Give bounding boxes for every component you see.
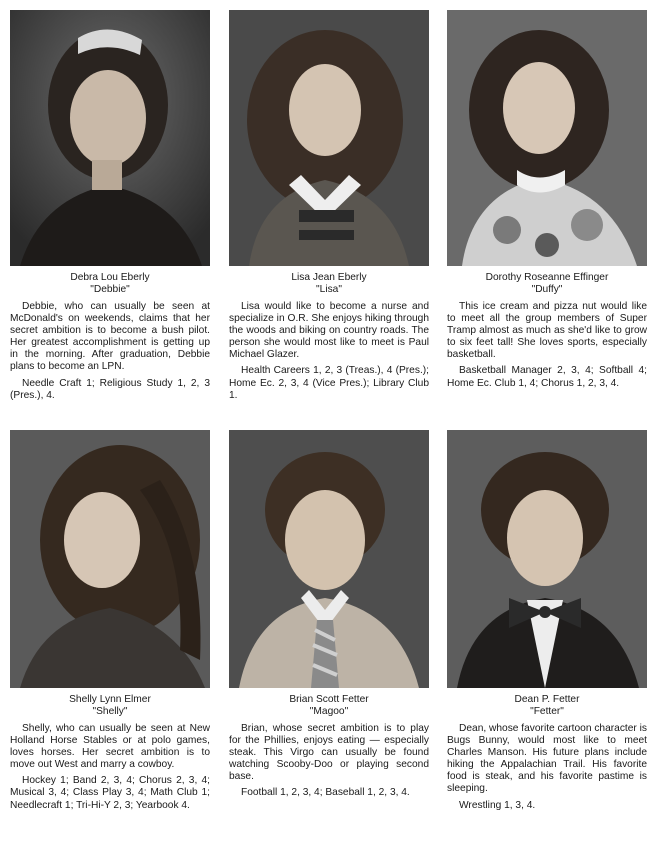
- student-card-dorothy: [447, 10, 647, 390]
- student-card-brian: [229, 430, 429, 800]
- portrait-photo: [229, 430, 429, 688]
- student-activities: Football 1, 2, 3, 4; Baseball 1, 2, 3, 4.: [241, 787, 410, 799]
- student-bio: Lisa would like to become a nurse and specialize in O.R. She enjoys hiking through the woods and biking on country roads. The person she would most like to meet is Paul Michael Glazer.: [229, 301, 429, 361]
- portrait-photo: [229, 10, 429, 266]
- student-bio: Brian, whose secret ambition is to play for the Phillies, enjoys eating — especially steak. This Virgo can usually be found watching Scooby-Doo or playing second base.: [229, 723, 429, 783]
- student-name: Debra Lou Eberly: [70, 272, 150, 283]
- portrait-photo: [10, 430, 210, 688]
- student-bio: Debbie, who can usually be seen at McDonald's on weekends, claims that her secret ambition is to become a bush pilot. Her greatest accomplishment is getting up in the morning. After graduation, Debbie plans to become an LPN.: [10, 301, 210, 373]
- student-name: Lisa Jean Eberly: [291, 272, 367, 283]
- portrait-photo: [447, 10, 647, 266]
- student-activities: Wrestling 1, 3, 4.: [459, 799, 536, 811]
- portrait-photo: [10, 10, 210, 266]
- student-activities: Basketball Manager 2, 3, 4; Softball 4; Home Ec. Club 1, 4; Chorus 1, 2, 3, 4.: [447, 365, 647, 389]
- student-nickname: "Lisa": [316, 284, 342, 295]
- student-nickname: "Debbie": [90, 284, 130, 295]
- student-card-debra: [10, 10, 210, 402]
- student-nickname: "Shelly": [92, 706, 128, 717]
- student-bio: Shelly, who can usually be seen at New Holland Horse Stables or at polo games, loves horses. Her secret ambition is to move out West and marry a cowboy.: [10, 723, 210, 771]
- student-activities: Hockey 1; Band 2, 3, 4; Chorus 2, 3, 4; Musical 3, 4; Class Play 3, 4; Math Club 1; Needlecraft 1; Tri-Hi-Y 2, 3; Yearbook 4.: [10, 775, 210, 811]
- student-name: Dorothy Roseanne Effinger: [485, 272, 609, 283]
- student-nickname: "Duffy": [531, 284, 563, 295]
- student-name: Brian Scott Fetter: [289, 694, 369, 705]
- portrait-photo: [447, 430, 647, 688]
- student-name: Dean P. Fetter: [514, 694, 580, 705]
- student-bio: This ice cream and pizza nut would like to meet all the group members of Super Tramp almost as much as she'd like to grow to six feet tall! She loves sports, especially basketball.: [447, 301, 647, 361]
- student-name: Shelly Lynn Elmer: [69, 694, 151, 705]
- student-card-lisa: [229, 10, 429, 402]
- student-nickname: "Fetter": [530, 706, 564, 717]
- student-activities: Health Careers 1, 2, 3 (Treas.), 4 (Pres.); Home Ec. 2, 3, 4 (Vice Pres.); Library Club 1.: [229, 365, 429, 401]
- student-activities: Needle Craft 1; Religious Study 1, 2, 3 (Pres.), 4.: [10, 377, 210, 401]
- student-card-shelly: [10, 430, 210, 812]
- student-card-dean: [447, 430, 647, 812]
- student-bio: Dean, whose favorite cartoon character is Bugs Bunny, would most like to meet Charles Manson. His future plans include hiking the Appalachian Trail. His favorite food is steak, and his favorite pastime is sleeping.: [447, 723, 647, 795]
- student-nickname: "Magoo": [309, 706, 349, 717]
